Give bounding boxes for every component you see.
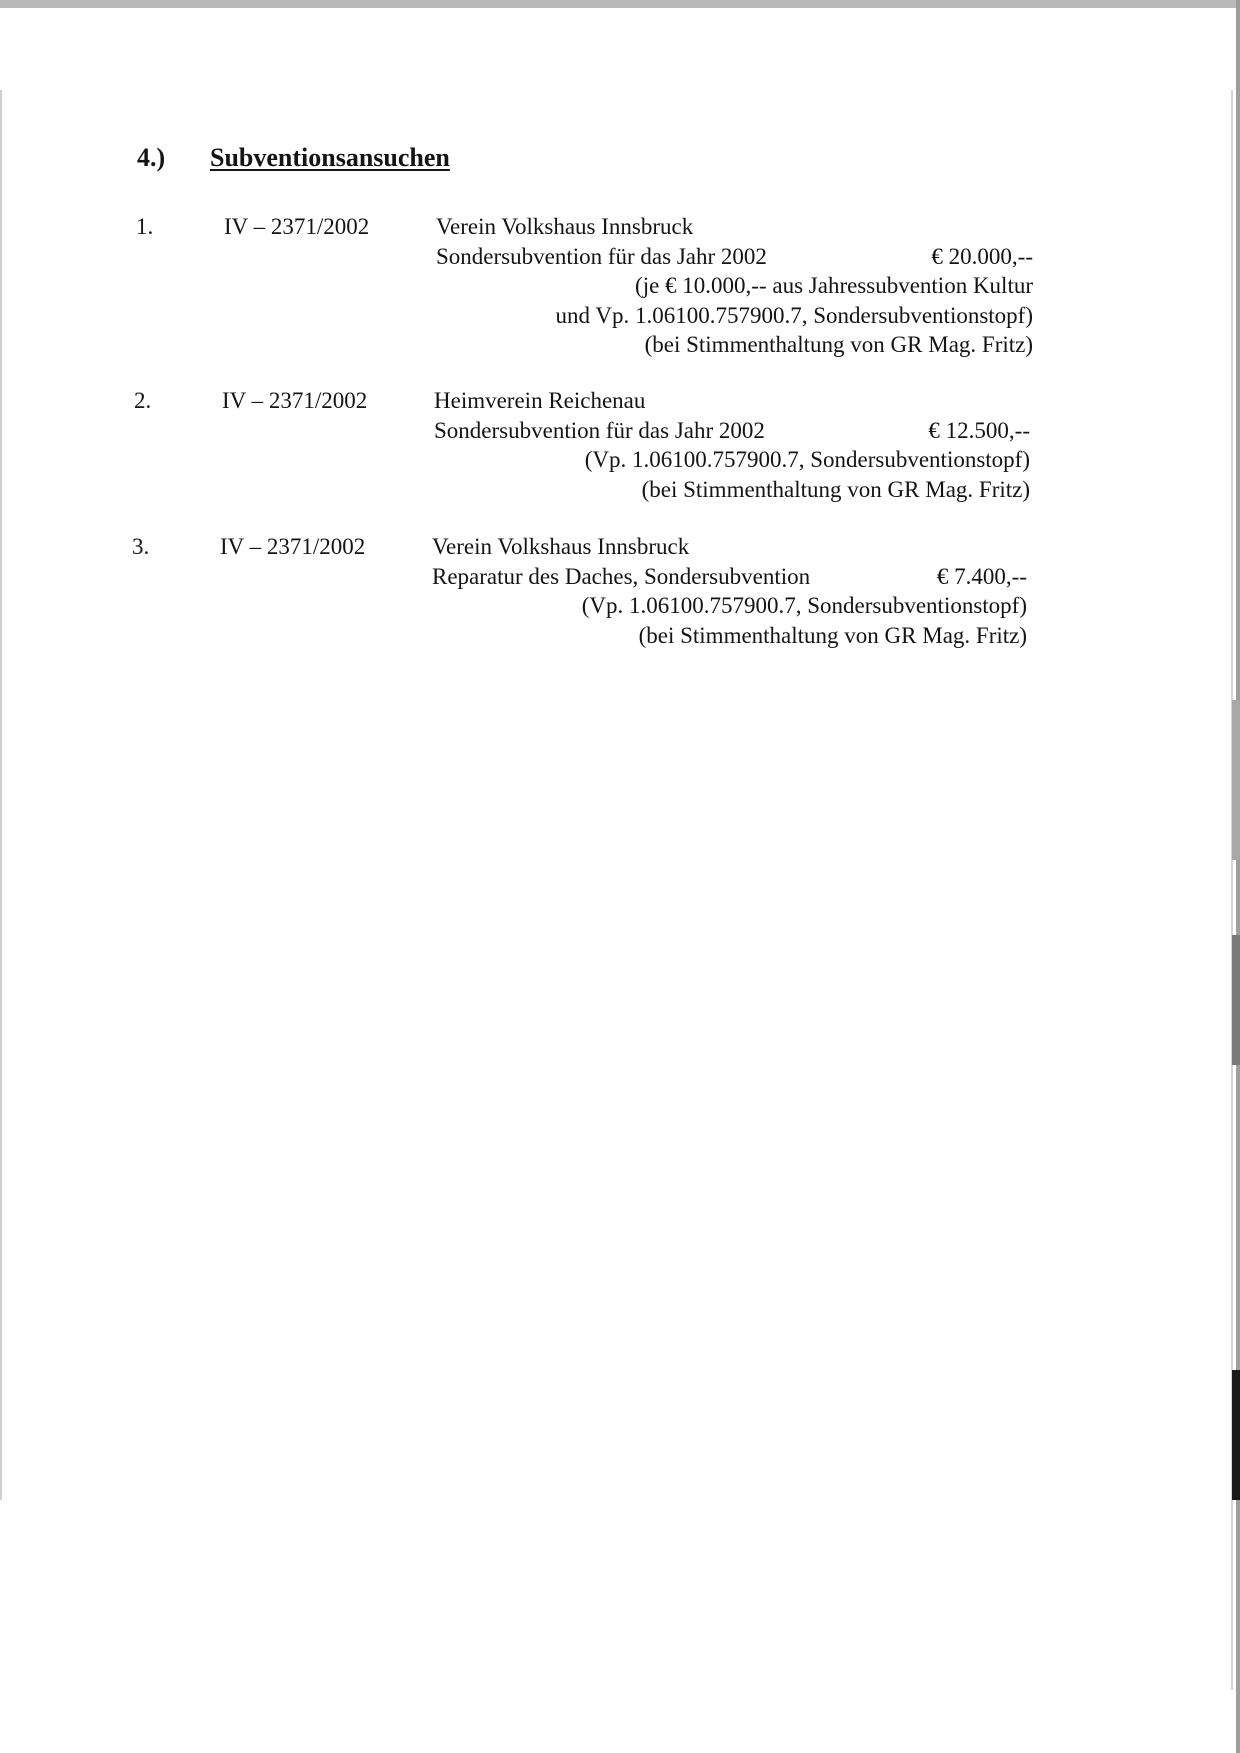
item-reference: IV – 2371/2002 bbox=[224, 214, 370, 239]
scan-edge-left bbox=[0, 90, 2, 1500]
item-purpose-row bbox=[434, 416, 1030, 446]
section-title: Subventionsansuchen bbox=[210, 143, 450, 172]
item-amount: € 12.500,-- bbox=[928, 417, 1030, 443]
subsidy-item bbox=[136, 212, 1036, 362]
section-number: 4.) bbox=[137, 143, 166, 172]
subsidy-item bbox=[132, 532, 1032, 652]
item-body bbox=[434, 386, 1030, 504]
scan-shadow-dark bbox=[1232, 1370, 1240, 1500]
item-detail: (bei Stimmenthaltung von GR Mag. Fritz) bbox=[641, 476, 1030, 502]
item-organization: Verein Volkshaus Innsbruck bbox=[436, 214, 694, 239]
item-detail: (bei Stimmenthaltung von GR Mag. Fritz) bbox=[644, 332, 1033, 357]
item-detail: (Vp. 1.06100.757900.7, Sondersubventionstopf) bbox=[584, 447, 1030, 472]
item-purpose-row bbox=[432, 562, 1027, 592]
item-purpose: Sondersubvention für das Jahr 2002 bbox=[434, 417, 765, 443]
item-reference: IV – 2371/2002 bbox=[222, 388, 368, 413]
scan-shadow-light bbox=[1232, 700, 1240, 860]
item-purpose-row bbox=[436, 242, 1033, 272]
item-number: 1. bbox=[136, 214, 154, 239]
item-body bbox=[432, 532, 1027, 650]
item-amount: € 20.000,-- bbox=[931, 243, 1033, 269]
item-number: 2. bbox=[134, 388, 152, 413]
scan-shadow-mid bbox=[1232, 935, 1240, 1065]
scan-edge-top bbox=[0, 0, 1240, 8]
item-purpose: Reparatur des Daches, Sondersubvention bbox=[432, 563, 811, 589]
item-detail: und Vp. 1.06100.757900.7, Sondersubventionstopf) bbox=[555, 302, 1033, 328]
item-number: 3. bbox=[132, 534, 150, 559]
item-purpose: Sondersubvention für das Jahr 2002 bbox=[436, 243, 767, 269]
item-amount: € 7.400,-- bbox=[936, 563, 1027, 589]
subsidy-item bbox=[134, 386, 1034, 506]
item-organization: Verein Volkshaus Innsbruck bbox=[432, 534, 690, 559]
item-detail: (je € 10.000,-- aus Jahressubvention Kultur bbox=[635, 273, 1033, 298]
item-detail: (bei Stimmenthaltung von GR Mag. Fritz) bbox=[638, 622, 1027, 648]
item-detail: (Vp. 1.06100.757900.7, Sondersubventionstopf) bbox=[581, 593, 1027, 618]
item-reference: IV – 2371/2002 bbox=[220, 534, 366, 559]
item-body bbox=[436, 212, 1033, 360]
item-organization: Heimverein Reichenau bbox=[434, 388, 646, 413]
